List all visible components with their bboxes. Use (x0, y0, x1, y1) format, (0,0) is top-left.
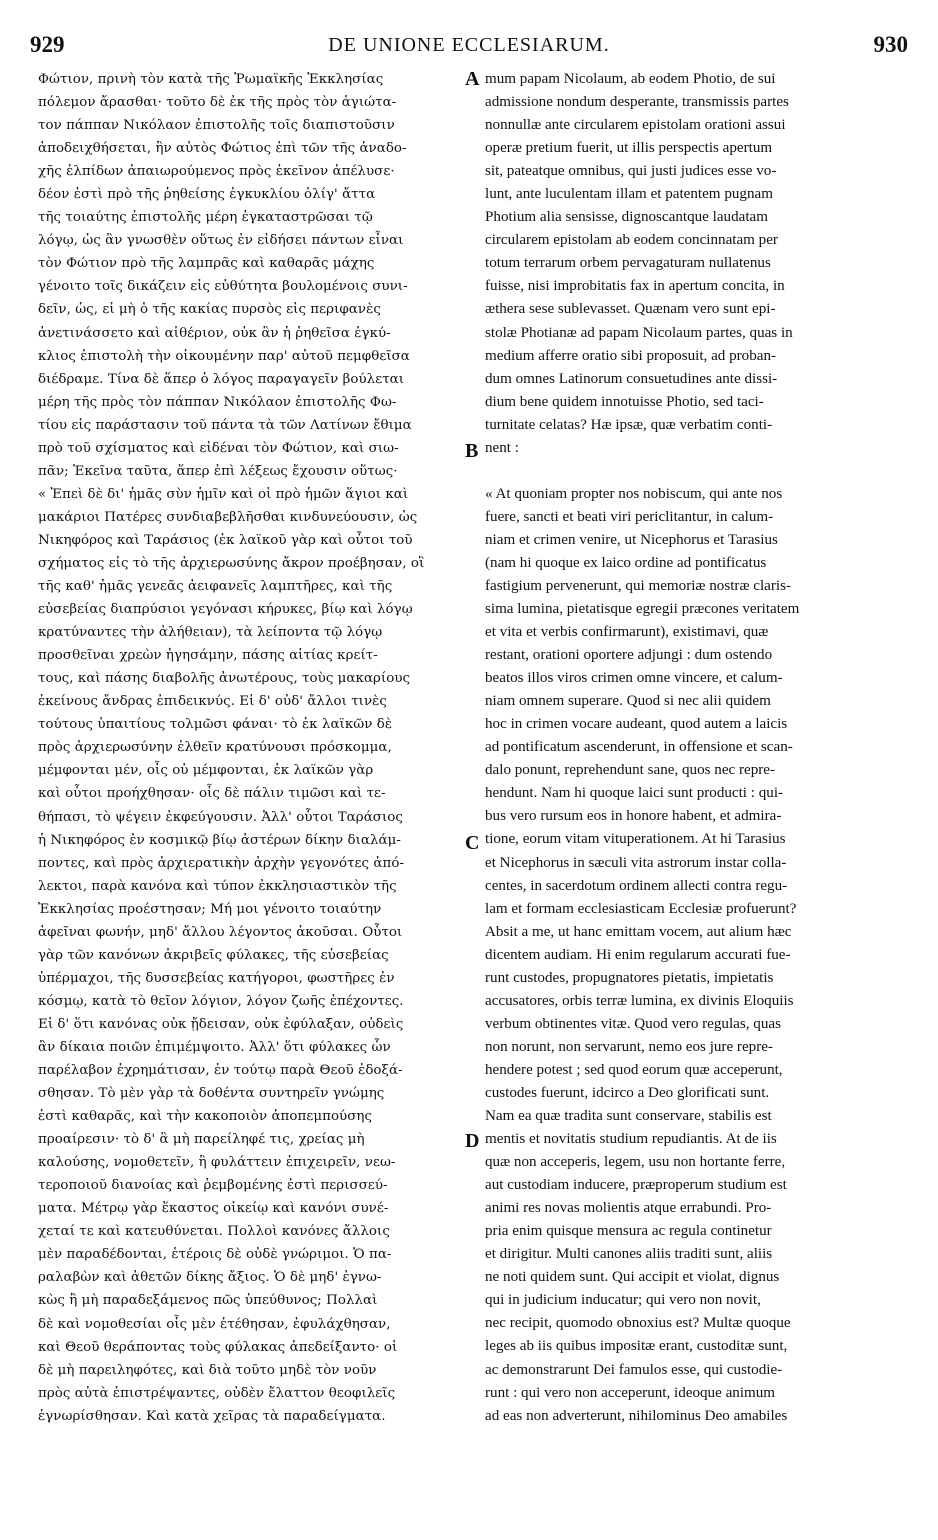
text-line: ἀφεῖναι φωνήν, μηδ' ἄλλου λέγοντος ἀκοῦσαι. Οὗτοι (38, 924, 403, 940)
text-line: ἂν δίκαια ποιῶν ἐπιμέμψοιτο. Ἀλλ' ὅτι φύλακες ὧν (38, 1039, 391, 1055)
text-line: ἐγνωρίσθησαν. Καὶ κατὰ χεῖρας τὰ παραδείγματα. (38, 1408, 386, 1424)
text-line: niam et crimen venire, ut Nicephorus et Tarasius (485, 531, 778, 548)
text-line: quæ non acceperis, legem, usu non hortante ferre, (485, 1154, 786, 1171)
text-line: æthera sese sublevasset. Quænam vero sunt epi- (485, 301, 776, 318)
text-line: lam et formam ecclesiasticam Ecclesiæ profuerunt? (485, 900, 797, 917)
text-line: σχήματος εἰς τὸ τῆς ἀρχιερωσύνης ἄκρον προέβησαν, οἳ (38, 555, 425, 571)
text-line: κόσμῳ, κατὰ τὸ θεῖον λόγιον, λόγον ζωῆς ἐπέχοντες. (38, 993, 404, 1009)
text-line: χῆς ἐλπίδων ἀπαιωρούμενος πρὸς ἐκεῖνον ἀπέλυσε· (38, 164, 395, 180)
text-line: nec recipit, quomodo obnoxius est? Multæ quoque (485, 1315, 791, 1332)
text-line: πᾶν; Ἐκεῖνα ταῦτα, ἅπερ ἐπὶ λέξεως ἔχουσιν οὕτως· (38, 463, 398, 479)
text-line: δὲ καὶ νομοθεσίαι οἷς μὲν ἐτέθησαν, ἐφυλάχθησαν, (38, 1316, 391, 1332)
text-line: λόγῳ, ὡς ἂν γνωσθὲν οὕτως ἐν εἰδήσει πάντων εἶναι (38, 233, 404, 249)
text-line: Φώτιον, πρινὴ τὸν κατὰ τῆς Ῥωμαϊκῆς Ἐκκλησίας (38, 72, 384, 87)
text-line: dicentem audiam. Hi enim regularum accurati fue- (485, 946, 791, 963)
text-line: ματα. Μέτρῳ γὰρ ἕκαστος οἰκείῳ καὶ κανόνι συνέ- (38, 1201, 389, 1217)
text-line: leges ab iis quibus impositæ erant, custoditæ sunt, (485, 1338, 788, 1355)
text-line: Photium alia sensisse, dignoscantque laudatam (485, 209, 768, 226)
text-line: accusatores, orbis terræ lumina, ex divinis Eloquiis (485, 992, 794, 1009)
text-line: dium bene quidem innotuisse Photio, sed taci- (485, 393, 764, 410)
text-line: mentis et novitatis studium repudiantis. At de iis (485, 1131, 777, 1148)
margin-marker-d: D (465, 1130, 480, 1152)
text-line: beatos illos viros crimen omne vincere, et calum- (485, 670, 783, 687)
text-line: πόλεμον ἄρασθαι· τοῦτο δὲ ἐκ τῆς πρὸς τὸν ἁγιώτα- (38, 95, 397, 111)
text-line: καὶ οὗτοι προήχθησαν· οἷς δὲ πάλιν τιμῶσι καὶ τε- (38, 786, 386, 802)
text-line: fuere, sancti et beati viri periclitantur, in calum- (485, 508, 774, 525)
text-line: τίου εἰς παράστασιν τοῦ πάντα τὰ τῶν Λατίνων ἔθιμα (38, 417, 412, 433)
text-line: et dirigitur. Multi canones aliis traditi sunt, aliis (485, 1246, 773, 1263)
text-line: τεροποιοῦ διανοίας καὶ ῥεμβομένης ἐστὶ περισσεύ- (38, 1178, 388, 1194)
text-line: πρὸ τοῦ σχίσματος καὶ εἰδέναι τὸν Φώτιον, καὶ σιω- (38, 440, 399, 456)
text-line: τῆς τοιαύτης ἐπιστολῆς μέρη ἐγκαταστρῶσαι τῷ (38, 210, 373, 226)
text-line: Νικηφόρος καὶ Ταράσιος (ἐκ λαϊκοῦ γὰρ καὶ οὗτοι τοῦ (38, 532, 413, 548)
text-line: μέμφονται μέν, οἷς οὐ μέμφονται, ἐκ λαϊκῶν γὰρ (38, 763, 374, 779)
text-line: sima lumina, pietatisque egregii præcones veritatem (485, 600, 800, 617)
text-line: Absit a me, ut hanc emittam vocem, aut alium hæc (485, 923, 792, 940)
text-line: παρέλαβον ἐχρημάτισαν, ἐν τούτῳ παρὰ Θεοῦ ἐδοξά- (38, 1063, 403, 1079)
text-line: πρὸς ἀρχιερωσύνην ἐλθεῖν κρατύνουσι πρόσκομμα, (38, 740, 392, 756)
text-line: ἀνετινάσσετο καὶ αἰθέριον, οὐκ ἂν ἡ ῥηθεῖσα ἐγκύ- (38, 325, 391, 341)
text-line: καλούσης, νομοθετεῖν, ἢ φυλάττειν ἐπιχειρεῖν, νεω- (38, 1155, 396, 1171)
text-line: δέον ἐστὶ πρὸ τῆς ῥηθείσης ἐγκυκλίου ὀλίγ' ἄττα (38, 187, 376, 203)
text-line: mum papam Nicolaum, ab eodem Photio, de sui (485, 71, 776, 87)
text-line: τὸν Φώτιον πρὸ τῆς λαμπρᾶς καὶ καθαρᾶς μάχης (38, 256, 375, 272)
text-line: γὰρ τῶν κανόνων ἀκριβεῖς φύλακες, τῆς εὐσεβείας (38, 947, 389, 963)
text-line: ραλαβὼν καὶ ἀθετῶν δίκης ἄξιος. Ὁ δὲ μηδ' ἐγνω- (38, 1270, 382, 1286)
text-line: hoc in crimen vocare audeant, quod autem a laicis (485, 716, 788, 733)
text-line: ἡ Νικηφόρος ἐν κοσμικῷ βίῳ ἀστέρων δίκην διαλάμ- (38, 832, 401, 848)
text-line: προαίρεσιν· τὸ δ' ἃ μὴ παρείληφέ τις, χρείας μὴ (38, 1132, 365, 1148)
text-line: animi res novas molientis atque errabundi. Pro- (485, 1200, 772, 1217)
text-line: κρατύναντες τὴν ἀλήθειαν), τὰ λείποντα τῷ λόγῳ (38, 625, 383, 641)
text-line: turnitate celatas? Hæ ipsæ, quæ verbatim conti- (485, 416, 773, 433)
text-line: τούτους ὑπαιτίους τολμῶσι φάναι· τὸ ἐκ λαϊκῶν δὲ (38, 717, 393, 733)
text-line: operæ pretium fuerit, ut illis perspectis apertum (485, 140, 773, 157)
text-line: προσθεῖναι χρεὼν ἡγησάμην, πάσης αἰτίας κρείτ- (38, 648, 378, 664)
text-line: μέρη τῆς πρὸς τὸν πάππαν Νικόλαον ἐπιστολῆς Φω- (38, 394, 397, 410)
text-line: fastigium pervenerunt, qui memoriæ nostræ claris- (485, 577, 792, 594)
text-line: hendunt. Nam hi quoque laici sunt producti : qui- (485, 785, 784, 802)
text-line: δὲ μὴ παρειληφότες, καὶ διὰ τοῦτο μηδὲ τὸν νοῦν (38, 1362, 377, 1378)
running-title: DE UNIONE ECCLESIARUM. (328, 34, 610, 56)
text-line: πρὸς αὐτὰ ἐπιστρέψαντες, οὐδὲν ἔλαττον θεοφιλεῖς (38, 1385, 396, 1401)
latin-text-column (485, 68, 903, 1428)
text-line: δεῖν, ὡς, εἰ μὴ ὁ τῆς κακίας πυρσὸς εἰς περιφανὲς (38, 302, 381, 318)
text-line: qui in judicium inducatur; qui vero non novit, (485, 1292, 761, 1309)
text-line: θήπασι, τὸ ψέγειν ἐκφεύγουσιν. Ἀλλ' οὗτοι Ταράσιος (38, 809, 403, 825)
text-line: dum omnes Latinorum consuetudines ante dissi- (485, 370, 778, 387)
text-line: χεταί τε καὶ κατευθύνεται. Πολλοὶ κανόνες ἄλλοις (38, 1224, 390, 1240)
page-number-left: 929 (30, 32, 65, 57)
text-line: ac demonstrarunt Dei famulos esse, qui custodie- (485, 1361, 783, 1378)
text-line: σθησαν. Τὸ μὲν γὰρ τὰ δοθέντα συντηρεῖν γνώμης (38, 1086, 385, 1102)
text-line: dalo ponunt, reprehendunt sane, quos nec repre- (485, 762, 776, 779)
text-line: « Ἐπεὶ δὲ δι' ἡμᾶς σὺν ἡμῖν καὶ οἱ πρὸ ἡμῶν ἅγιοι καὶ (38, 486, 409, 502)
text-line: « At quoniam propter nos nobiscum, qui ante nos (485, 485, 783, 502)
text-line: niam omnem superare. Quod si nec alii quidem (485, 693, 771, 710)
text-line: ne noti quidem sunt. Qui accipit et violat, dignus (485, 1269, 780, 1286)
margin-marker-b: B (465, 440, 479, 462)
margin-marker-a: A (465, 68, 480, 90)
text-line: nent : (485, 439, 519, 456)
text-line: centes, in sacerdotum ordinem allecti contra regu- (485, 877, 788, 894)
text-line: lunt, ante luculentam illam et patentem pugnam (485, 186, 773, 203)
text-line: Εἰ δ' ὅτι κανόνας οὐκ ᾔδεισαν, οὐκ ἐφύλαξαν, οὐδεὶς (38, 1016, 404, 1032)
text-line: custodes fuerunt, idcirco a Deo glorificati sunt. (485, 1084, 770, 1101)
text-line: ad eas non adverterunt, nihilominus Deo amabiles (485, 1407, 788, 1424)
text-line: τῆς καθ' ἡμᾶς γενεᾶς ἀειφανεῖς λαμπτῆρες, καὶ τῆς (38, 579, 393, 595)
page-number-right: 930 (873, 32, 908, 57)
text-line: λεκτοι, παρὰ κανόνα καὶ τύπον ἐκκλησιαστικὸν τῆς (38, 878, 397, 894)
text-line: restant, orationi oportere adjungi : dum ostendo (485, 647, 773, 664)
text-line: tione, eorum vitam vituperationem. At hi Tarasius (485, 831, 786, 848)
text-line: runt custodes, propugnatores pietatis, impietatis (485, 969, 774, 986)
text-line: ὑπέρμαχοι, τῆς δυσσεβείας κατήγοροι, φωστῆρες ἐν (38, 970, 395, 986)
greek-text-column (38, 68, 463, 1428)
text-line: γένοιτο τοῖς δικάζειν εἰς εὐθύτητα βουλομένοις συνι- (38, 279, 408, 295)
text-line: τους, καὶ πάσης διαβολῆς ἀνωτέρους, τοὺς μακαρίους (38, 671, 411, 687)
text-line: pria enim quisque mensura ac regula continetur (485, 1223, 772, 1240)
text-line: ἐκείνους ἄνδρας ἐπιδεικνύς. Εἰ δ' οὐδ' ἄλλοι τινὲς (38, 694, 387, 710)
text-line: verbum obtinentes vitæ. Quod vero regulas, quas (485, 1015, 781, 1032)
text-line: medium afferre oratio sibi proposuit, ad proban- (485, 347, 777, 364)
text-line: κλιος ἐπιστολὴ τὴν οἰκουμένην παρ' αὐτοῦ πεμφθεῖσα (38, 348, 410, 364)
text-line: totum terrarum orbem pervagaturam nullatenus (485, 255, 771, 272)
text-line: ἀποδειχθήσεται, ἣν αὐτὸς Φώτιος ἐπὶ τῶν τῆς ἀναδο- (38, 141, 407, 157)
margin-marker-c: C (465, 832, 480, 854)
text-line: μακάριοι Πατέρες συνδιαβεβλῆσθαι κινδυνεύουσιν, ὡς (38, 509, 418, 525)
text-line: ad pontificatum ascenderunt, in offensione et scan- (485, 739, 793, 756)
text-line: καὶ Θεοῦ θεράποντας τοὺς φύλακας ἀπεδείξαντο· οἱ (38, 1339, 398, 1355)
text-line: τον πάππαν Νικόλαον ἐπιστολῆς τοῖς διαπιστοῦσιν (38, 118, 395, 134)
text-line: Ἐκκλησίας προέστησαν; Μή μοι γένοιτο τοιαύτην (38, 901, 382, 917)
text-line: ποντες, καὶ πρὸς ἀρχιερατικὴν ἀρχὴν γεγονότες ἀπό- (38, 855, 405, 871)
text-line: non norunt, non servarunt, nemo eos jure repre- (485, 1038, 773, 1055)
text-line: διέδραμε. Τίνα δὲ ἅπερ ὁ λόγος παραγαγεῖν βούλεται (38, 371, 405, 387)
text-line: εὐσεβείας διαπρύσιοι γεγόνασι κήρυκες, βίῳ καὶ λόγῳ (38, 602, 413, 618)
text-line: ἐστὶ καθαρᾶς, καὶ τὴν κακοποιὸν ἀποπεμπούσης (38, 1109, 373, 1125)
text-line: et Nicephorus in sæculi vita astrorum instar colla- (485, 854, 787, 871)
running-header (30, 30, 908, 64)
text-line: bus vero rursum eos in honore habent, et admira- (485, 808, 782, 825)
text-line: fuisse, nisi improbitatis fax in apertum concita, in (485, 278, 785, 295)
text-line: hendere potest ; sed quod eorum quæ acceperunt, (485, 1061, 783, 1078)
text-line: admissione nondum desperante, transmissis partes (485, 94, 789, 111)
text-line: κὼς ἢ μὴ παραδεξάμενος πῶς ὑπεύθυνος; Πολλαὶ (38, 1293, 378, 1309)
text-line: circularem epistolam ab eodem concinnatam per (485, 232, 778, 249)
text-line: (nam hi quoque ex laico ordine ad pontificatus (485, 554, 767, 571)
text-line: nonnullæ ante circularem epistolam orationi assui (485, 117, 786, 134)
text-line: et vita et verbis confirmarunt), existimavi, quæ (485, 624, 769, 641)
text-line: runt : qui vero non acceperunt, ideoque animum (485, 1384, 776, 1401)
text-line: sit, pateatque omnibus, qui justi judices esse vo- (485, 163, 777, 180)
text-line: stolæ Photianæ ad papam Nicolaum partes, quas in (485, 324, 793, 341)
text-line: μὲν παραδέδονται, ἑτέροις δὲ οὐδὲ γνώριμοι. Ὁ πα- (38, 1247, 392, 1263)
text-line: aut custodiam inducere, præproperum studium est (485, 1177, 787, 1194)
text-line: Nam ea quæ tradita sunt conservare, stabilis est (485, 1108, 772, 1125)
